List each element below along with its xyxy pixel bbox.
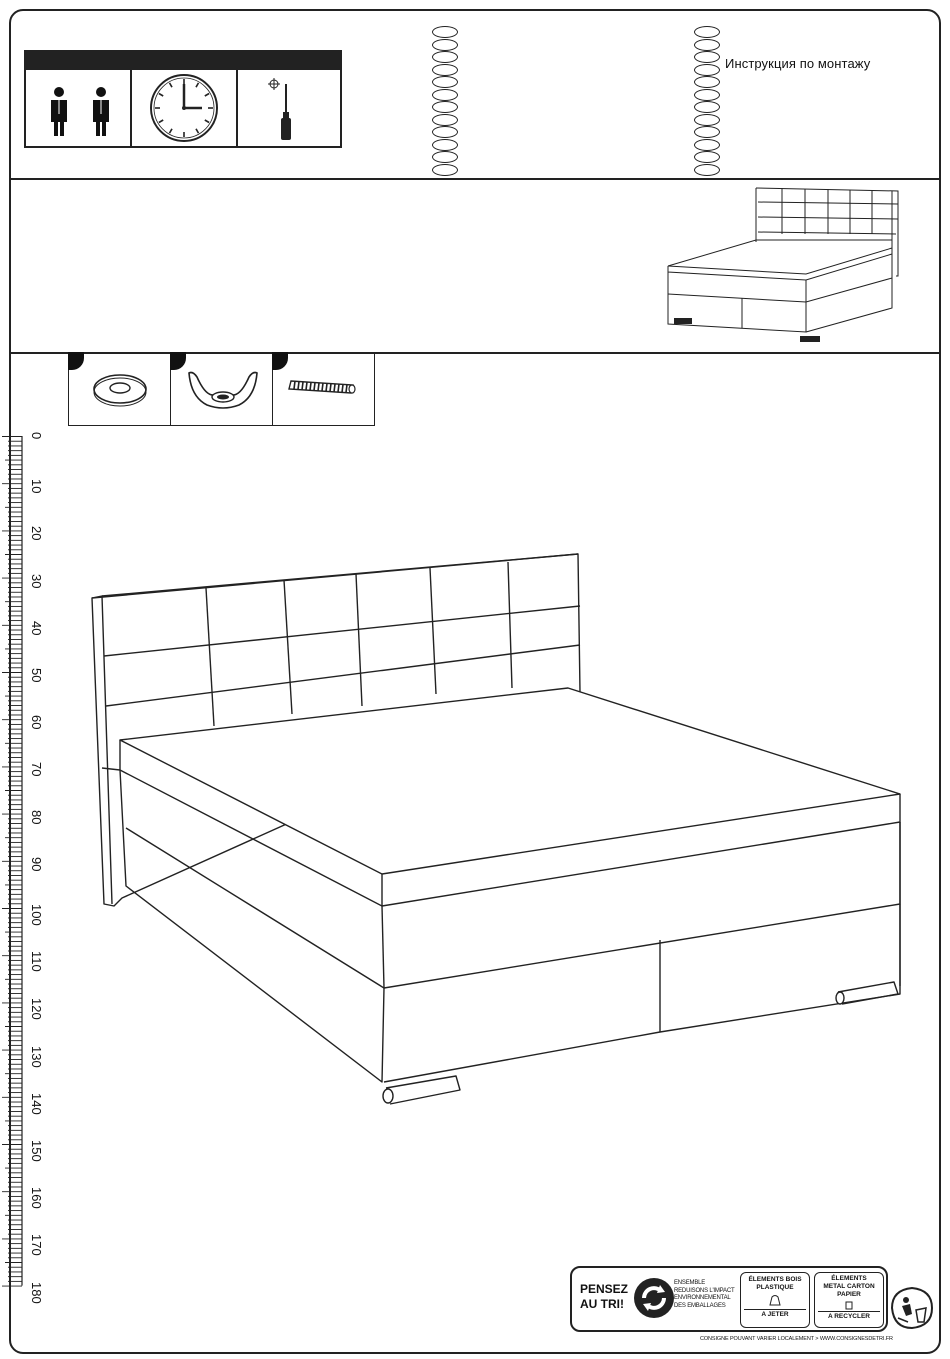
checklist-oval[interactable]	[694, 51, 720, 63]
ruler-label: 120	[29, 998, 44, 1021]
checklist-oval[interactable]	[694, 76, 720, 88]
ruler-label: 140	[29, 1092, 44, 1115]
checklist-oval[interactable]	[694, 26, 720, 38]
checklist-oval[interactable]	[432, 164, 458, 176]
checklist-oval[interactable]	[694, 164, 720, 176]
header-divider	[9, 178, 941, 180]
people-cell	[26, 70, 132, 146]
ruler-label: 150	[29, 1140, 44, 1162]
pensez-au-tri-label: PENSEZ AU TRI!	[580, 1282, 629, 1311]
part-threaded-rod-cell	[273, 353, 375, 425]
bed-illustration	[80, 548, 910, 1108]
step-checklist-right	[694, 26, 720, 176]
metal-carton-box: ÉLEMENTS METAL CARTON PAPIER A RECYCLER	[814, 1272, 884, 1328]
ruler-label: 50	[29, 668, 44, 683]
threaded-rod-icon	[287, 373, 363, 397]
checklist-oval[interactable]	[432, 126, 458, 138]
two-person-icon	[26, 70, 130, 146]
checklist-oval[interactable]	[694, 89, 720, 101]
part-washer-cell	[69, 353, 171, 425]
checklist-oval[interactable]	[694, 114, 720, 126]
ruler-label: 90	[29, 856, 44, 872]
time-cell	[132, 70, 238, 146]
ruler-label: 20	[29, 526, 44, 541]
clock-icon	[132, 70, 236, 146]
checklist-oval[interactable]	[432, 101, 458, 113]
bed-preview-thumbnail	[660, 182, 910, 350]
ruler-label: 40	[29, 620, 44, 636]
requirements-header-bar	[26, 52, 340, 70]
part-label-tab	[272, 352, 288, 370]
checklist-oval[interactable]	[432, 26, 458, 38]
checklist-oval[interactable]	[432, 114, 458, 126]
ruler-label: 60	[29, 715, 44, 730]
checklist-oval[interactable]	[432, 51, 458, 63]
tools-cell	[238, 70, 340, 146]
checklist-oval[interactable]	[432, 151, 458, 163]
checklist-oval[interactable]	[694, 39, 720, 51]
checklist-oval[interactable]	[432, 139, 458, 151]
checklist-oval[interactable]	[432, 39, 458, 51]
part-wing-nut-cell	[171, 353, 273, 425]
bin-icon	[844, 1300, 854, 1310]
ruler-label: 70	[29, 762, 44, 777]
hardware-parts-panel	[68, 352, 375, 426]
ruler-label: 10	[29, 479, 44, 494]
requirements-panel	[24, 50, 342, 148]
instructions-title: Инструкция по монтажу	[725, 56, 871, 71]
ruler-label: 160	[29, 1187, 44, 1209]
ruler-label: 170	[29, 1234, 44, 1257]
washer-icon	[83, 365, 157, 413]
bois-plastique-box: ÉLEMENTS BOIS PLASTIQUE A JETER	[740, 1272, 810, 1328]
checklist-oval[interactable]	[694, 64, 720, 76]
recycle-loop-icon	[632, 1276, 676, 1320]
trash-bag-icon	[768, 1293, 782, 1307]
checklist-oval[interactable]	[694, 126, 720, 138]
wing-nut-icon	[183, 363, 263, 417]
checklist-oval[interactable]	[432, 64, 458, 76]
ruler-labels	[30, 432, 50, 1302]
recycle-icon	[888, 1284, 936, 1332]
part-label-tab	[68, 352, 84, 370]
ensemble-text: ENSEMBLE REDUISONS L'IMPACT ENVIRONNEMENTAL DES EMBALLAGES	[674, 1280, 735, 1309]
checklist-oval[interactable]	[694, 101, 720, 113]
consigne-note: CONSIGNE POUVANT VARIER LOCALEMENT > WWW.CONSIGNESDETRI.FR	[700, 1336, 893, 1342]
checklist-oval[interactable]	[432, 89, 458, 101]
ruler-label: 30	[29, 573, 44, 589]
ruler-label: 130	[29, 1045, 44, 1068]
ruler-label: 100	[29, 904, 44, 926]
ruler-label: 80	[29, 809, 44, 825]
checklist-oval[interactable]	[694, 151, 720, 163]
step-checklist-left	[432, 26, 458, 176]
checklist-oval[interactable]	[694, 139, 720, 151]
screwdriver-icon	[238, 70, 338, 146]
ruler-label: 0	[29, 432, 44, 440]
ruler-label: 110	[29, 951, 44, 972]
checklist-oval[interactable]	[432, 76, 458, 88]
ruler-label: 180	[29, 1281, 44, 1304]
measurement-ruler	[0, 436, 30, 1298]
recycling-info-panel	[570, 1266, 888, 1332]
